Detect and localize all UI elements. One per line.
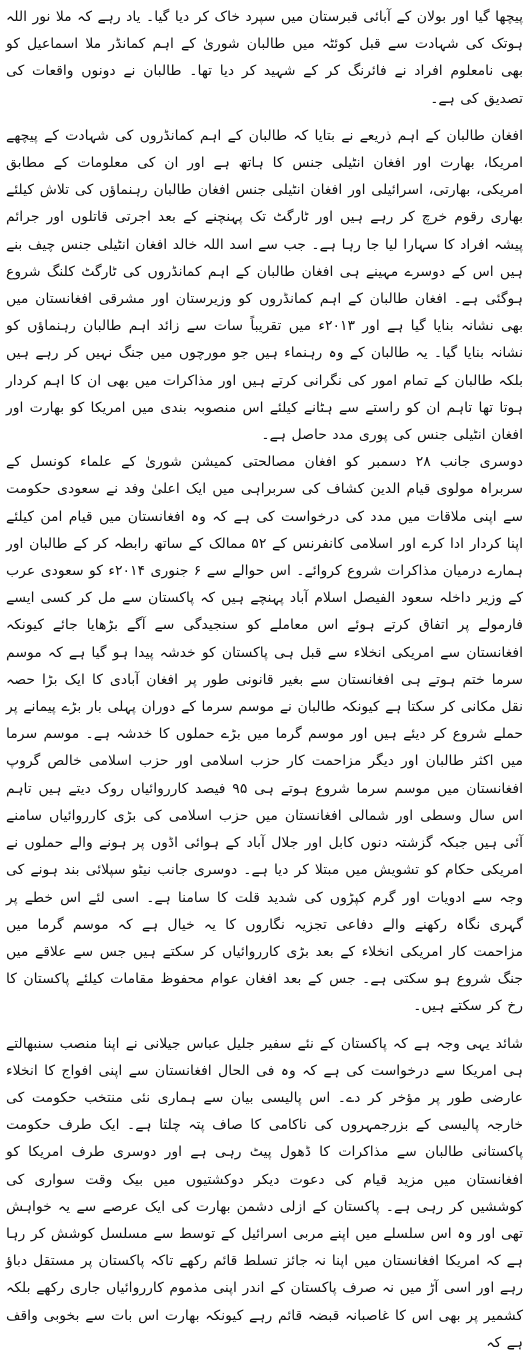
article-paragraph-3: دوسری جانب ۲۸ دسمبر کو افغان مصالحتی کمیشن شوریٰ کے علماء کونسل کے سربراہ مولوی قیام الدین کشاف کی سربراہی میں ایک اعلیٰ وفد نے سعودی حکومت سے اپنی ملاقات میں مدد کی درخواست کی ہے کہ وہ افغانستان میں قیام امن کیلئے اپنا کردار ادا کرے اور اسلامی کانفرنس کے ۵۲ ممالک کے ساتھ رابطہ کر کے طالبان اور ہمارے درمیان مذاکرات شروع کروائے۔ اس حوالے سے ۶ جنوری ۲۰۱۴ء کو سعودی عرب کے وزیر داخلہ سعود الفیصل اسلام آباد پہنچے ہیں کہ پاکستان سے مل کر کسی ایسے فارمولے پر اتفاق کرتے ہوئے اس معاملے کو سنجیدگی سے آگے بڑھایا جائے کیونکہ افغانستان سے امریکی انخلاء سے قبل ہی پاکستان کو خدشہ پیدا ہو گیا ہے کہ موسم سرما ختم ہوتے ہی افغانستان سے بغیر قانونی طور پر افغان آبادی کا ایک بڑا حصہ نقل مکانی کر سکتا ہے کیونکہ طالبان نے موسم سرما کے دوران پہلی بار بڑے پیمانے پر حملے شروع کر دیئے ہیں اور موسم گرما میں بڑے حملوں کا خدشہ ہے۔ موسم سرما میں اکثر طالبان اور دیگر مزاحمت کار حزب اسلامی اور حزب اسلامی خالص گروپ افغانستان میں موسم سرما شروع ہوتے ہی ۹۵ فیصد کارروائیاں روک دیتے ہیں تاہم اس سال وسطی اور شمالی افغانستان میں حزب اسلامی کی بڑی کارروائیاں سامنے آئی ہیں جبکہ گزشتہ دنوں کابل اور جلال آباد کے ہوائی اڈوں پر ہونے والے حملوں نے امریکی حکام کو تشویش میں مبتلا کر دیا ہے۔ دوسری جانب نیٹو سپلائی بند ہونے کی وجہ سے ادویات اور گرم کپڑوں کی شدید قلت کا سامنا ہے۔ اسی لئے اس خطے پر گہری نگاہ رکھنے والے دفاعی تجزیہ نگاروں کا یہ خیال ہے کہ موسم گرما میں مزاحمت کار امریکی انخلاء کے بعد بڑی کارروائیاں کر سکتے ہیں جس سے علاقے میں جنگ شروع ہو سکتی ہے۔ جس کے بعد افغان عوام محفوظ مقامات کیلئے پاکستان کا رخ کر سکتے ہیں۔ [5,454,523,1015]
article-paragraph-4: شائد یہی وجہ ہے کہ پاکستان کے نئے سفیر جلیل عباس جیلانی نے اپنا منصب سنبھالتے ہی امریکا سے درخواست کی ہے کہ وہ فی الحال افغانستان سے اپنی افواج کا انخلاء عارضی طور پر مؤخر کر دے۔ اس پالیسی بیان سے ہماری نئی منتخب حکومت کی خارجہ پالیسی کے بزرجمہروں کی ناکامی کا صاف پتہ چلتا ہے۔ ایک طرف حکومت پاکستانی طالبان سے مذاکرات کا ڈھول پیٹ رہی ہے اور دوسری طرف امریکا کو افغانستان میں مزید قیام کی دعوت دیکر دوکشتیوں میں بیک وقت سواری کی کوششیں کر رہی ہے۔ پاکستان کے ازلی دشمن بھارت کی ایک عرصے سے یہ خواہش تھی اور وہ اس سلسلے میں اپنے مربی اسرائیل کے توسط سے مسلسل کوشش کر رہا ہے کہ امریکا افغانستان میں اپنا نہ جائز تسلط قائم رکھے تاکہ پاکستان پر مستقل دباؤ رہے اور اسی آڑ میں نہ صرف پاکستان کے اندر اپنی مذموم کارروائیاں جاری رکھے بلکہ کشمیر پر بھی اس کا غاصبانہ قبضہ قائم رہے کیونکہ بھارت اس بات سے بخوبی واقف ہے کہ [6,1035,523,1351]
paragraph-gap [6,1021,523,1031]
article-paragraph-1: پیچھا گیا اور بولان کے آبائی قبرستان میں سپرد خاک کر دیا گیا۔ یاد رہے کہ ملا نور اللہ ہوتک کی شہادت سے قبل کوئٹہ میں طالبان شوریٰ کے اہم کمانڈر ملا اسماعیل کو بھی نامعلوم افراد نے فائرنگ کر کے شہید کر دیا تھا۔ طالبان نے دونوں واقعات کی تصدیق کی ہے۔ [6,9,523,107]
article-paragraph-2: افغان طالبان کے اہم ذریعے نے بتایا کہ طالبان کے اہم کمانڈروں کی شہادت کے پیچھے امریکا، بھارت اور افغان انٹیلی جنس کا ہاتھ ہے اور ان کی معلومات کے مطابق امریکی، بھارتی، اسرائیلی اور افغان انٹیلی جنس افغان طالبان رہنماؤں کی تلاش کیلئے بھاری رقوم خرچ کر رہے ہیں اور ٹارگٹ تک پہنچنے کے بعد اجرتی قاتلوں اور جرائم پیشہ افراد کا سہارا لیا جا رہا ہے۔ جب سے اسد اللہ خالد افغان انٹیلی جنس چیف بنے ہیں اس کے دوسرے مہینے ہی افغان طالبان کے اہم کمانڈروں کی ٹارگٹ کلنگ شروع ہوگئی ہے۔ افغان طالبان کے اہم کمانڈروں کو وزیرستان اور مشرقی افغانستان میں بھی نشانہ بنایا گیا ہے اور ۲۰۱۳ء میں تقریباً سات سے زائد اہم طالبان رہنماؤں کو نشانہ بنایا گیا۔ یہ طالبان کے وہ رہنماء ہیں جو مورچوں میں جنگ نہیں کر رہے ہیں بلکہ طالبان کے تمام امور کی نگرانی کرتے ہیں اور مذاکرات میں بھی ان کا اہم کردار ہوتا تھا تاہم ان کو راستے سے ہٹانے کیلئے اس منصوبہ بندی میں امریکا کو بھارت اور افغان انٹیلی جنس کی پوری مدد حاصل ہے۔ [6,127,523,444]
paragraph-gap [6,113,523,123]
